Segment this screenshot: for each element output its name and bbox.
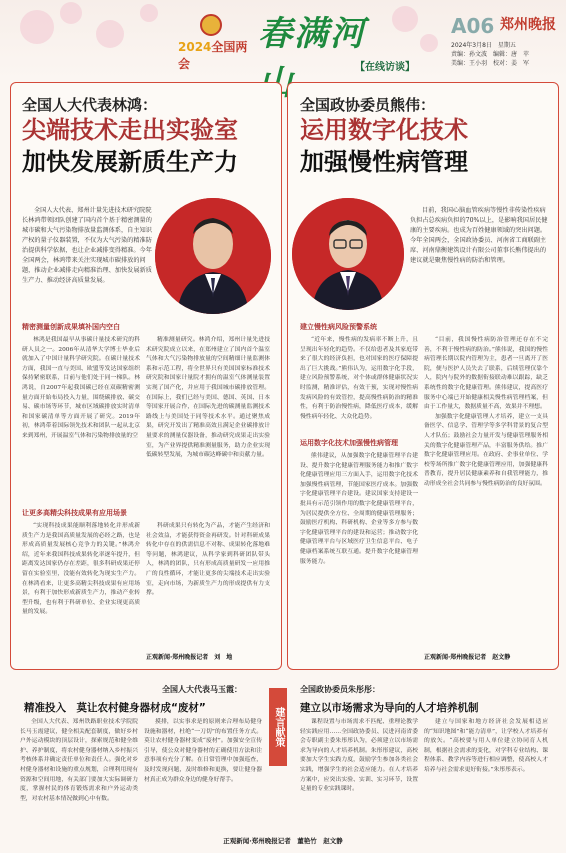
left-section1-col1-text: 林鸿是我国最早从事碳计量技术研究的科研人员之一。2006年从清华大学博士毕业后就加入了中国计量科学研究院。在碳计量技术方面，我国一直与美国、欧盟等发达国家组织保持紧密联系，目前与他们处于同一梯队。林鸿说，自2007年起我国碳已经在双碳精密测量方面开始布局投入力量，围绕碳排放、碳交易、碳市场等环节，城市区域碳排放实时清单和国家碳清单等方面开展了研究。2019年初，林鸿带着国际领先技术和团队一起从北京来到郑州，开展温室气体和污染物排放量的空 [22,337,140,439]
column-name: 【在线访谈】 [355,62,415,73]
bottom-right-col2 [424,718,548,830]
blossom-decoration [20,10,54,44]
event-logo [178,38,248,71]
blossom-decoration [96,20,124,48]
date-line: 2024年3月8日 星期五 [451,42,516,49]
blossom-decoration [420,34,438,52]
bottom-right-col1-text: 课程设置与市场需求不匹配、重理论教学轻实践应用……全国政协委员、民进河南省委会专职副主委朱彤彤认为，必须建立以市场需求为导向的人才培养机制。朱彤彤建议，高校要加大学生实践力度，鼓励学生参加各类社会实践，增强学生的社会适应能力。在人才培养方案中，应突出实验、实训、实习环节，设置足量的专业实践课时。 [300,719,418,793]
left-headline-line1: 尖端技术走出实验室 [22,115,238,144]
page-number: A06 [451,14,495,38]
blossom-decoration [60,2,82,24]
bottom-left-col2-text: 摸排，以实事求是的原则来合理布局健身设施和器材，杜绝“一刀切”的布置任务方式。莫让农村健身器材变成“废材”。加强安全宣传引导，使公众对健身器材的正确使用方法和注意事项有充分了解。在日常管理中加强巡查，及时发现问题，及时维修和更换，要让健身器材真正成为群众身边的健身好帮手。 [144,719,262,783]
left-lead-text: 全国人大代表、郑州计量先进技术研究院院长林鸿带领团队创建了国内首个基于精密测量的城市碳和大气污染物排放量监测体系，自主知识产权的量子仪器装置，不仅为大气污染的精准防治提供科学依据，也让企业减排变得精准。今年全国两会，林鸿带来关注实现城市碳排放的问题，推动企业减排走向精准治理、加快发展新质生产力、推动经济高质量发展。 [22,207,152,284]
portrait-photo [292,198,404,310]
left-section2-col1-text: “实现科技成果能顺利落地转化并形成新质生产力是我国高质量发展的必经之路，也是形成高质量发展核心竞争力的关键。”林鸿介绍，近年来我国科技成果转化率逐年提升，但距离发达国家仍存在差距，很多科研成果还停留在实验室里，没能有效转化为现实生产力。在林鸿看来，让更多高精尖科技成果有应用场景，有利于加快形成新质生产力，推动产业转型升级，也有利于科研单位、企业实现更高质量的发展。 [22,523,140,616]
right-section2-col2-text: 加强数字化健康管理人才培养，建立一支具备医学、信息学、管理学等多学科背景的复合型人才队伍；鼓励社会力量开发与健康管理服务相关的数字化健康管理产品，丰富服务供给。推广数字化健康管理应用。在政府、企事业单位、学校等场所推广数字化健康管理应用，加强健康科普教育，提升居民健康素养和自我管理能力，推动形成全社会共同参与慢性病防治的良好氛围。 [424,413,548,487]
left-headline-line2: 加快发展新质生产力 [22,147,238,176]
right-section1-col2-text: “目前，我国慢性病防治管理还存在不完善，不利于慢性病的防治。”熊伟说，我国的慢性病管理长期以院内管理为主，患者一旦离开了医院，便与医护人员失去了联系，后续管理仅靠个人，院内与院外的数据衔接联动难以跟踪，缺乏系统性的数字化健康管理。熊伟建议，提高医疗服务中心端已开始健康相关慢性病管理档案，但由于工作量大，数据质量不高，效果并不理想。 [424,337,548,411]
right-section2-col1 [300,452,418,656]
bottom-left-col1 [20,718,138,830]
bottom-right-headline: 建立以市场需求为导向的人才培养机制 [300,702,479,714]
right-section1-col1-text: “近年来，慢性病的发病率不断上升，且呈现出年轻化的趋势。不仅给患者及其家庭带来了很大的经济负担，也对国家的医疗保障提出了巨大挑战。”熊伟认为，运用数字化手段，建立风险预警系统，对个体或群体健康状况实时监测，精准评估，有效干预，实现对慢性病发病风险的有效管控，提高慢性病防治的精准性，有利于防治慢性病，降低医疗成本，缓解慢性病年轻化、大众化趋势。 [300,337,418,420]
left-section1-col2-text: 精准测量研究。林鸿介绍，郑州计量先进技术研究院成立以来，在郑州建立了国内首个温室气体和大气污染物排放量的空间精细计量监测体系和示范工程，将全世界只有美国国家标准技术研究院和国家计量院才拥有的温室气体测量装置实现了国产化，并应用于我国城市碳排放管理。在国际上，我们已经与美国、德国、英国、日本等国家开展合作，在国际先进的碳测量监测技术路线上与美国处于同等技术水平。通过聚焦成果，研究开发出了精准高效且满足企业碳排放计量要求的测量仪器设备，推动研究成果走出实验室，为产业界提供精准测量服务，助力企业实现低碳转型发展，为城市碳达峰碳中和贡献力量。 [146,337,270,459]
bottom-right-col2-text: 建立与国家和地方经济社会发展相适应的“知识地图”和“能力清单”，让学校人才培养有的放矢。“高校要与用人单位建立协同育人机制，根据社会需求的变化，对学科专业结构、课程体系、教学内容等进行相应调整，使高校人才培养与社会需求更好衔接。”朱彤彤表示。 [424,719,548,773]
brand-title: 春满河 [258,14,366,54]
left-section1-col2 [146,336,270,504]
bottom-left-col1-text: 全国人大代表、郑州铁路职业技术学院院长马玉霞建议，健全相关配套制度，做好乡村户外运动模块的顶层设计，探索规范和健全维护、养护制度，将农村健身器材纳入乡村振兴考核体系并确定责任单位和责任人。强化对乡村健身器材和设施的重点规划，合理利用现有资源和空间用地，有关部门要加大实际调研力度，掌握村民的体育锻炼需求和户外运动类型，对农村基本情况做到心中有数。 [20,719,138,802]
right-byline: 正观新闻·郑州晚报记者 赵文静 [424,654,511,661]
designer-line: 美编：王小羽 校对：姜 军 [451,60,530,67]
event-logo-year: 2024 [178,40,212,54]
bottom-left-col2 [144,718,262,830]
portrait-illustration [155,198,271,314]
left-section2-col2 [146,522,270,644]
footer-credits: 正观新闻·郑州晚报记者 董艳竹 赵文静 [223,837,343,845]
left-section2-title: 让更多高精尖科技成果有应用场景 [22,509,127,517]
bottom-right-kicker: 全国政协委员朱彤彤： [300,685,380,694]
editor-line: 责编：孙文波 编辑：唐 苹 [451,51,530,58]
left-section1-col1 [22,336,140,504]
paper-name: 郑州晚报 [500,17,556,33]
right-section1-col2 [424,336,548,636]
right-section1-title: 建立慢性病风险预警系统 [300,323,377,331]
left-section2-col1 [22,522,140,656]
blossom-decoration [392,6,418,32]
right-lead [410,206,548,314]
left-byline: 正观新闻·郑州晚报记者 刘 地 [146,654,233,661]
side-tag: 建言献策 [269,688,287,766]
left-kicker: 全国人大代表林鸿： [22,96,158,114]
portrait-photo [155,198,271,314]
left-lead [22,206,152,314]
right-section1-col1 [300,336,418,432]
event-logo-name: 全国两会 [178,40,248,71]
bottom-left-headline: 精准投入 莫让农村健身器材成“废材” [24,702,206,714]
right-section2-col1-text: 熊伟建议，从加强数字化健康管理平台建设、提升数字化健康管理服务能力和推广数字化健康管理应用三方面入手，运用数字化技术加强慢性病管理，节能国家医疗成本。加强数字化健康管理平台建设。建议国家支持建设一批具有示范引领作用的数字化健康管理平台，为居民提供全方位、全周期的健康管理服务；鼓励医疗机构、科研机构、企业等多方参与数字化健康管理平台的建设和运营；推动数字化健康管理平台与区域医疗卫生信息平台、电子健康档案系统互联互通。提升数字化健康管理服务能力。 [300,453,418,565]
portrait-illustration [292,198,404,310]
bottom-right-col1 [300,718,418,830]
national-emblem-icon [200,14,222,36]
right-lead-text: 目前，我国心脑血管疾病等慢性非传染性疾病负担占总疾病负担的70%以上，是影响我国居民健康的主要疾病。也成为百姓健康领域的突出问题。今年全国两会，全国政协委员、河南省工商联副主席、河南鼎衡建筑设计有限公司董事长熊伟提出的建议就是聚焦慢性病的防治和管理。 [410,207,548,264]
bottom-left-kicker: 全国人大代表马玉霞： [162,685,242,694]
right-section2-title: 运用数字化技术加强慢性病管理 [300,439,398,447]
right-headline-line1: 运用数字化技术 [300,115,468,144]
blossom-decoration [140,4,158,22]
right-headline-line2: 加强慢性病管理 [300,147,468,176]
right-kicker: 全国政协委员熊伟： [300,96,436,114]
left-section1-title: 精密测量创新成果填补国内空白 [22,323,120,331]
left-section2-col2-text: 科研成果只有转化为产品，才能产生经济和社会效益，才能获得资金再研发。针对科研成果转化中存在的供需信息不对称、成果转化落地难等问题，林鸿建议，从科学家到科研团队带头人，林鸿的团队，只有形成高质量研发一应用推广的良性循环，才能让更多的尖端技术走出实验室，走向市场，为新质生产力的形成提供有力支撑。 [146,523,270,597]
